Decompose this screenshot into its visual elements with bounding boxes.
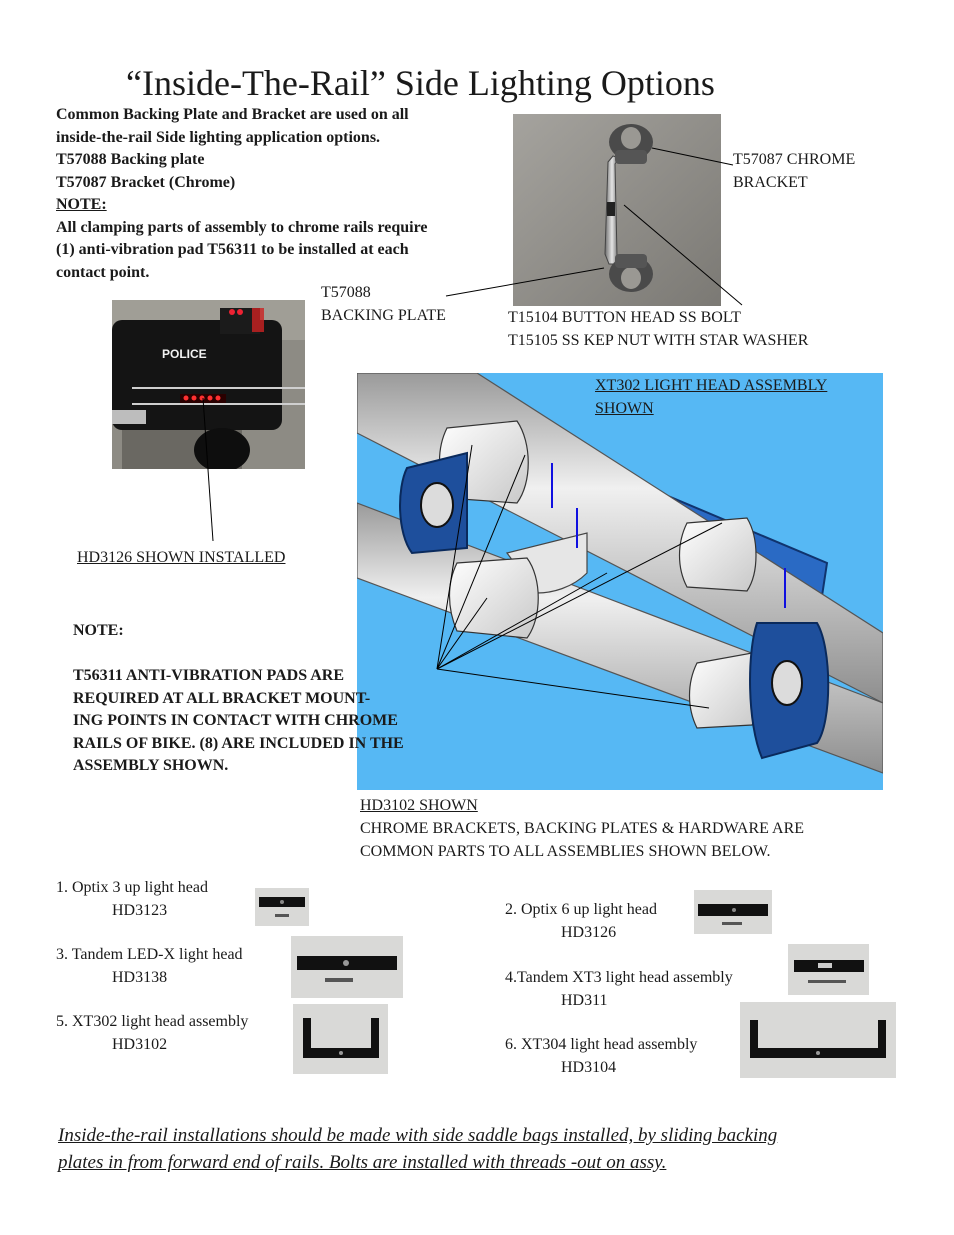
installation-footer-note: Inside-the-rail installations should be made with side saddle bags installed, by sliding backing plates in from forward end of rails. Bolts are installed with threads -out on assy. bbox=[58, 1125, 778, 1173]
intro-line: contact point. bbox=[56, 263, 150, 281]
intro-line: Common Backing Plate and Bracket are used on all bbox=[56, 106, 409, 123]
intro-line: (1) anti-vibration pad T56311 to be installed at each bbox=[56, 241, 409, 258]
intro-note-label: NOTE: bbox=[56, 196, 107, 213]
option-part-number: HD3138 bbox=[112, 968, 168, 986]
pads-note bbox=[73, 620, 473, 778]
option-part-number: HD3123 bbox=[112, 901, 168, 919]
option-part-number: HD311 bbox=[561, 991, 608, 1009]
option-part-number: HD3102 bbox=[112, 1035, 168, 1053]
option-4: 4.Tandem XT3 light head assembly HD311 bbox=[505, 967, 733, 1012]
intro-line: T57088 Backing plate bbox=[56, 151, 205, 168]
note-line: REQUIRED AT ALL BRACKET MOUNT- bbox=[73, 689, 371, 707]
intro-line: All clamping parts of assembly to chrome rails require bbox=[56, 218, 428, 236]
option-2-thumbnail bbox=[694, 890, 772, 934]
option-6-thumbnail bbox=[740, 1002, 896, 1078]
option-5: 5. XT302 light head assembly HD3102 bbox=[56, 1011, 248, 1056]
option-1: 1. Optix 3 up light head HD3123 bbox=[56, 877, 208, 922]
option-1-thumbnail bbox=[255, 888, 309, 926]
installed-label: HD3126 SHOWN INSTALLED bbox=[77, 549, 286, 566]
note-line: T56311 ANTI-VIBRATION PADS ARE bbox=[73, 667, 345, 684]
option-2: 2. Optix 6 up light head HD3126 bbox=[505, 899, 657, 944]
page-title: “Inside-The-Rail” Side Lighting Options bbox=[126, 63, 715, 103]
intro-text bbox=[56, 104, 506, 284]
hd3102-shown-label: HD3102 SHOWN CHROME BRACKETS, BACKING PLATES & HARDWARE ARE COMMON PARTS TO ALL ASSEMBLIES SHOWN BELOW. bbox=[360, 797, 805, 860]
note-line: RAILS OF BIKE. (8) ARE INCLUDED IN THE bbox=[73, 734, 404, 752]
xt302-shown-label: XT302 LIGHT HEAD ASSEMBLY SHOWN bbox=[595, 377, 828, 417]
intro-line: T57087 Bracket (Chrome) bbox=[56, 173, 236, 191]
note-line: ASSEMBLY SHOWN. bbox=[73, 757, 229, 774]
police-text: POLICE bbox=[162, 347, 207, 361]
option-3-thumbnail bbox=[291, 936, 403, 998]
note-line: ING POINTS IN CONTACT WITH CHROME bbox=[73, 712, 398, 729]
option-part-number: HD3126 bbox=[561, 923, 617, 941]
option-4-thumbnail bbox=[788, 944, 869, 995]
intro-line: inside-the-rail Side lighting application options. bbox=[56, 128, 381, 146]
bracket-photo bbox=[513, 114, 721, 306]
chrome-bracket-label: T57087 CHROME BRACKET bbox=[733, 151, 856, 191]
police-motorcycle-photo bbox=[112, 300, 305, 469]
option-3: 3. Tandem LED-X light head HD3138 bbox=[56, 944, 243, 989]
option-5-thumbnail bbox=[293, 1004, 388, 1074]
backing-plate-label: T57088 BACKING PLATE bbox=[321, 284, 446, 324]
option-6: 6. XT304 light head assembly HD3104 bbox=[505, 1034, 697, 1079]
bolt-label: T15104 BUTTON HEAD SS BOLT T15105 SS KEP NUT WITH STAR WASHER bbox=[508, 309, 809, 349]
option-part-number: HD3104 bbox=[561, 1058, 617, 1076]
note-heading: NOTE: bbox=[73, 622, 124, 639]
